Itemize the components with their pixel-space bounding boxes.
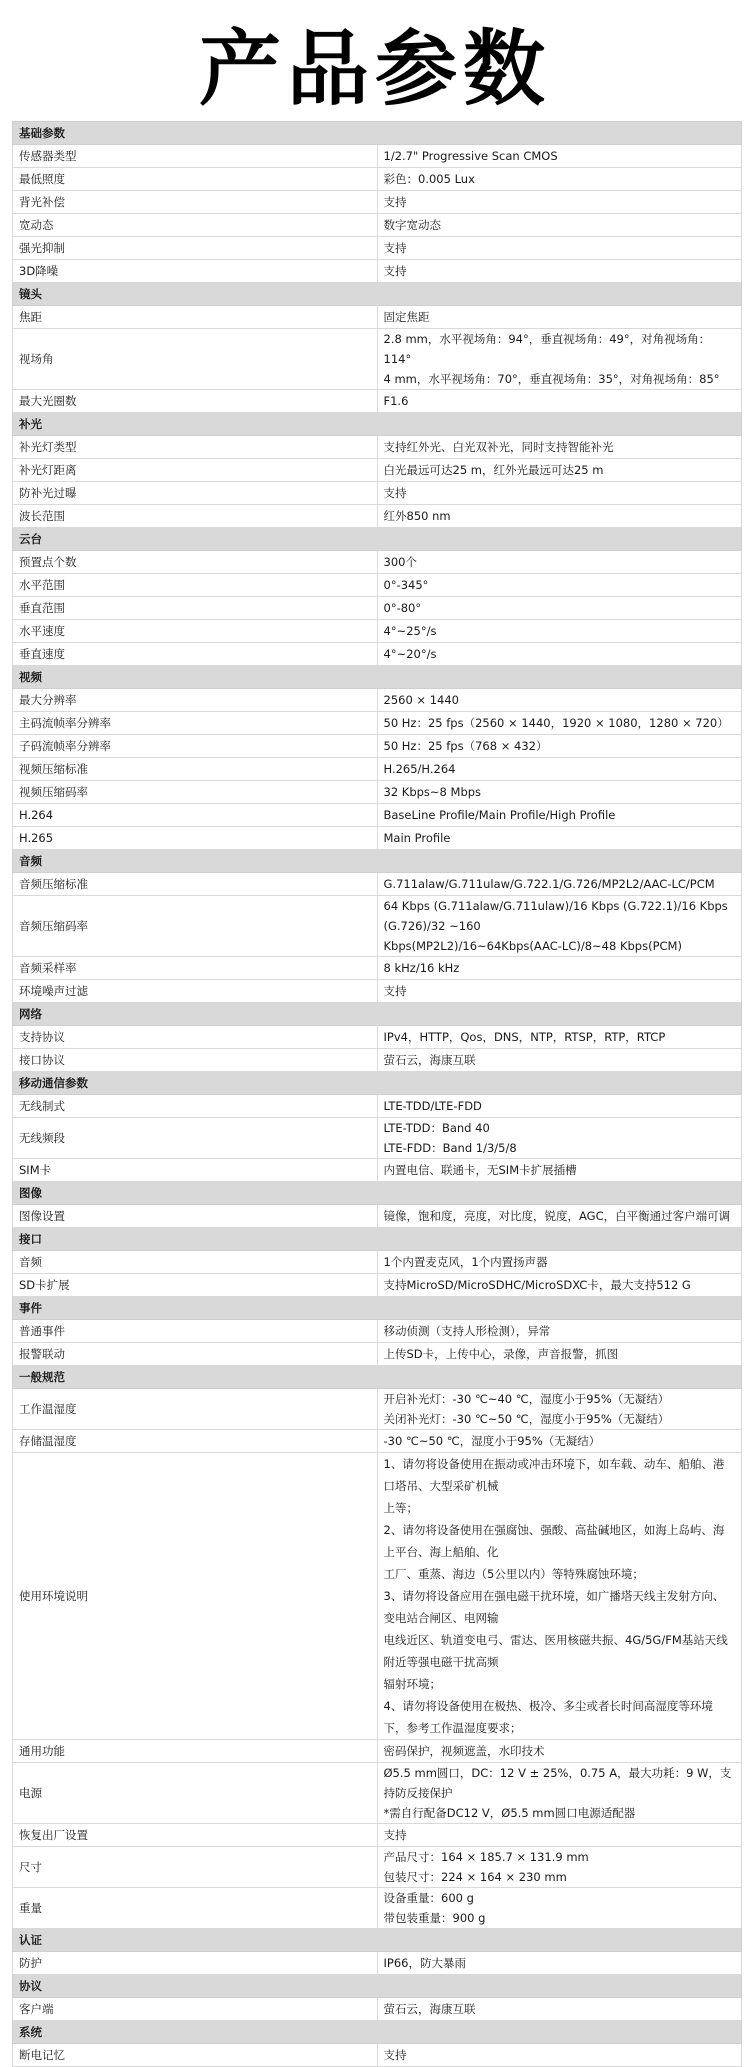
spec-value-line: 8 kHz/16 kHz: [383, 961, 460, 975]
spec-value: [377, 505, 742, 528]
section-title: 镜头: [13, 283, 742, 306]
spec-label: 音频压缩标准: [13, 873, 378, 896]
spec-label: 音频: [13, 1251, 378, 1274]
spec-label: 客户端: [13, 1998, 378, 2021]
spec-value-line: 带包装重量：900 g: [383, 1911, 486, 1925]
spec-row: [13, 260, 742, 283]
spec-value: [377, 620, 742, 643]
spec-value-line: H.265/H.264: [383, 762, 456, 776]
spec-value-line: 支持: [383, 241, 407, 255]
spec-row: [13, 551, 742, 574]
spec-label: 断电记忆: [13, 2044, 378, 2067]
section-header-row: [13, 528, 742, 551]
spec-value: [377, 145, 742, 168]
spec-value-line: 设备重量：600 g: [383, 1891, 474, 1905]
spec-label: 强光抑制: [13, 237, 378, 260]
spec-value: [377, 1740, 742, 1763]
spec-value: [377, 1049, 742, 1072]
spec-value: [377, 168, 742, 191]
spec-value-line: Main Profile: [383, 831, 451, 845]
spec-label: 图像设置: [13, 1205, 378, 1228]
spec-row: [13, 1824, 742, 1847]
spec-row: [13, 168, 742, 191]
spec-label: 垂直范围: [13, 597, 378, 620]
spec-value-line: 支持: [383, 984, 407, 998]
spec-value-line: 萤石云，海康互联: [383, 1053, 476, 1067]
spec-table: [12, 121, 742, 2067]
section-header-row: [13, 413, 742, 436]
section-header-row: [13, 1975, 742, 1998]
spec-row: [13, 574, 742, 597]
spec-value-line: 镜像，饱和度，亮度，对比度，锐度，AGC，白平衡通过客户端可调: [383, 1209, 731, 1223]
section-header-row: [13, 1366, 742, 1389]
spec-row: [13, 1159, 742, 1182]
spec-value: [377, 873, 742, 896]
section-header-row: [13, 1182, 742, 1205]
spec-row: [13, 597, 742, 620]
spec-label: 3D降噪: [13, 260, 378, 283]
spec-value-line: 50 Hz：25 fps（2560 × 1440，1920 × 1080，1280 × 720）: [383, 716, 729, 730]
page-title: 产品参数: [198, 22, 551, 117]
spec-label: 焦距: [13, 306, 378, 329]
spec-value: [377, 1095, 742, 1118]
spec-value: [377, 1763, 742, 1824]
spec-value-line: 支持: [383, 264, 407, 278]
spec-row: [13, 804, 742, 827]
spec-value: [377, 1274, 742, 1297]
spec-value-line: 数字宽动态: [383, 218, 441, 232]
spec-value-line: Ø5.5 mm圆口，DC：12 V ± 25%，0.75 A，最大功耗：9 W，支持防反接保护: [383, 1766, 732, 1800]
section-header-row: [13, 1929, 742, 1952]
spec-value-line: 包装尺寸：224 × 164 × 230 mm: [383, 1870, 567, 1884]
spec-label: 垂直速度: [13, 643, 378, 666]
section-title: 认证: [13, 1929, 742, 1952]
spec-label: 重量: [13, 1888, 378, 1929]
spec-value: [377, 214, 742, 237]
spec-value: [377, 1389, 742, 1430]
spec-row: [13, 896, 742, 957]
spec-value-line: -30 ℃~50 ℃，湿度小于95%（无凝结）: [383, 1434, 601, 1448]
spec-value: [377, 781, 742, 804]
spec-value: [377, 1251, 742, 1274]
spec-value-line: 支持红外光、白光双补光，同时支持智能补光: [383, 440, 614, 454]
spec-label: 报警联动: [13, 1343, 378, 1366]
spec-value-line: 红外850 nm: [383, 509, 451, 523]
spec-row: [13, 1998, 742, 2021]
spec-row: [13, 1095, 742, 1118]
spec-row: [13, 735, 742, 758]
spec-value-line: 64 Kbps (G.711alaw/G.711ulaw)/16 Kbps (G.722.1)/16 Kbps (G.726)/32 ~160: [383, 899, 728, 933]
spec-value-line: 4、请勿将设备使用在极热、极冷、多尘或者长时间高湿度等环境下，参考工作温湿度要求；: [383, 1699, 713, 1735]
section-title: 图像: [13, 1182, 742, 1205]
spec-value-line: 1/2.7" Progressive Scan CMOS: [383, 149, 558, 163]
spec-value: [377, 390, 742, 413]
spec-value-line: 0°-80°: [383, 601, 422, 615]
spec-row: [13, 306, 742, 329]
spec-value-line: 固定焦距: [383, 310, 430, 324]
spec-label: 防护: [13, 1952, 378, 1975]
spec-label: 工作温湿度: [13, 1389, 378, 1430]
spec-label: 音频压缩码率: [13, 896, 378, 957]
spec-row: [13, 1205, 742, 1228]
spec-value: [377, 1952, 742, 1975]
spec-value-line: *需自行配备DC12 V，Ø5.5 mm圆口电源适配器: [383, 1806, 636, 1820]
spec-value: [377, 1824, 742, 1847]
spec-value-line: 白光最远可达25 m，红外光最远可达25 m: [383, 463, 604, 477]
spec-value: [377, 260, 742, 283]
spec-row: [13, 758, 742, 781]
spec-value: [377, 1026, 742, 1049]
spec-value-line: 工厂、重蒸、海边（5公里以内）等特殊腐蚀环境；: [383, 1567, 644, 1581]
spec-value-line: 移动侦测（支持人形检测），异常: [383, 1324, 551, 1338]
spec-value: [377, 329, 742, 390]
section-title: 视频: [13, 666, 742, 689]
spec-label: 无线频段: [13, 1118, 378, 1159]
spec-row: [13, 436, 742, 459]
spec-value: [377, 1430, 742, 1453]
spec-label: 补光灯距离: [13, 459, 378, 482]
spec-value: [377, 1847, 742, 1888]
spec-label: 传感器类型: [13, 145, 378, 168]
spec-value-line: 萤石云，海康互联: [383, 2002, 476, 2016]
spec-label: 预置点个数: [13, 551, 378, 574]
spec-value: [377, 712, 742, 735]
spec-value-line: 32 Kbps~8 Mbps: [383, 785, 482, 799]
spec-value: [377, 237, 742, 260]
spec-value-line: 支持: [383, 1828, 407, 1842]
spec-label: 子码流帧率分辨率: [13, 735, 378, 758]
section-title: 网络: [13, 1003, 742, 1026]
spec-value-line: Kbps(MP2L2)/16~64Kbps(AAC-LC)/8~48 Kbps(PCM): [383, 939, 682, 953]
spec-label: H.265: [13, 827, 378, 850]
spec-label: 背光补偿: [13, 191, 378, 214]
spec-row: [13, 1952, 742, 1975]
spec-value-line: 0°-345°: [383, 578, 429, 592]
spec-label: 存储温湿度: [13, 1430, 378, 1453]
spec-value: [377, 1205, 742, 1228]
spec-label: 视频压缩码率: [13, 781, 378, 804]
spec-value-line: 支持MicroSD/MicroSDHC/MicroSDXC卡，最大支持512 G: [383, 1278, 691, 1292]
spec-value-line: 2、请勿将设备使用在强腐蚀、强酸、高盐碱地区，如海上岛屿、海上平台、海上船舶、化: [383, 1523, 725, 1559]
spec-value: [377, 1320, 742, 1343]
spec-value-line: 2.8 mm，水平视场角：94°，垂直视场角：49°，对角视场角：114°: [383, 332, 711, 366]
spec-label: 视场角: [13, 329, 378, 390]
spec-label: SD卡扩展: [13, 1274, 378, 1297]
spec-row: [13, 620, 742, 643]
spec-label: 最大光圈数: [13, 390, 378, 413]
spec-value-line: 4°~20°/s: [383, 647, 437, 661]
spec-value-line: 开启补光灯：-30 ℃~40 ℃，湿度小于95%（无凝结）: [383, 1392, 670, 1406]
spec-value: [377, 1998, 742, 2021]
section-header-row: [13, 1003, 742, 1026]
spec-value-line: 2560 × 1440: [383, 693, 459, 707]
spec-row: [13, 1251, 742, 1274]
spec-value: [377, 459, 742, 482]
spec-label: 接口协议: [13, 1049, 378, 1072]
spec-value-line: 支持: [383, 2048, 407, 2062]
section-title: 移动通信参数: [13, 1072, 742, 1095]
spec-value: [377, 436, 742, 459]
spec-value-line: IPv4，HTTP，Qos，DNS，NTP，RTSP，RTP，RTCP: [383, 1030, 666, 1044]
section-header-row: [13, 122, 742, 145]
spec-label: 水平速度: [13, 620, 378, 643]
spec-label: 使用环境说明: [13, 1453, 378, 1740]
spec-value-line: 1、请勿将设备使用在振动或冲击环境下，如车载、动车、船舶、港口塔吊、大型采矿机械: [383, 1457, 725, 1493]
section-title: 云台: [13, 528, 742, 551]
spec-value-line: 4°~25°/s: [383, 624, 437, 638]
spec-row: [13, 1453, 742, 1740]
spec-label: 主码流帧率分辨率: [13, 712, 378, 735]
spec-row: [13, 1274, 742, 1297]
spec-row: [13, 459, 742, 482]
section-title: 事件: [13, 1297, 742, 1320]
spec-value-line: 彩色：0.005 Lux: [383, 172, 475, 186]
spec-label: 最低照度: [13, 168, 378, 191]
spec-value-line: LTE-TDD/LTE-FDD: [383, 1099, 482, 1113]
spec-label: 恢复出厂设置: [13, 1824, 378, 1847]
spec-row: [13, 781, 742, 804]
spec-label: 无线制式: [13, 1095, 378, 1118]
spec-table-body: [13, 122, 742, 2067]
spec-row: [13, 980, 742, 1003]
section-header-row: [13, 850, 742, 873]
spec-label: 环境噪声过滤: [13, 980, 378, 1003]
section-header-row: [13, 283, 742, 306]
spec-value: [377, 1453, 742, 1740]
spec-row: [13, 712, 742, 735]
spec-value: [377, 574, 742, 597]
spec-row: [13, 827, 742, 850]
spec-value-line: 产品尺寸：164 × 185.7 × 131.9 mm: [383, 1850, 589, 1864]
spec-value: [377, 827, 742, 850]
spec-row: [13, 1888, 742, 1929]
section-header-row: [13, 666, 742, 689]
spec-value-line: BaseLine Profile/Main Profile/High Profile: [383, 808, 616, 822]
spec-value-line: LTE-TDD：Band 40: [383, 1121, 490, 1135]
spec-value: [377, 1888, 742, 1929]
spec-label: 波长范围: [13, 505, 378, 528]
spec-value: [377, 2044, 742, 2067]
spec-label: H.264: [13, 804, 378, 827]
spec-row: [13, 191, 742, 214]
spec-row: [13, 1430, 742, 1453]
spec-value: [377, 1118, 742, 1159]
spec-label: 普通事件: [13, 1320, 378, 1343]
spec-row: [13, 1118, 742, 1159]
spec-value: [377, 735, 742, 758]
spec-row: [13, 1343, 742, 1366]
spec-value: [377, 597, 742, 620]
spec-value-line: 4 mm，水平视场角：70°，垂直视场角：35°，对角视场角：85°: [383, 372, 720, 386]
spec-row: [13, 145, 742, 168]
spec-value-line: G.711alaw/G.711ulaw/G.722.1/G.726/MP2L2/AAC-LC/PCM: [383, 877, 715, 891]
spec-row: [13, 1026, 742, 1049]
spec-row: [13, 1847, 742, 1888]
spec-value-line: 电线近区、轨道变电弓、雷达、医用核磁共振、4G/5G/FM基站天线附近等强电磁干扰高频: [383, 1633, 728, 1669]
spec-row: [13, 1763, 742, 1824]
spec-value-line: 上等；: [383, 1501, 418, 1515]
spec-value: [377, 482, 742, 505]
section-title: 补光: [13, 413, 742, 436]
spec-value: [377, 689, 742, 712]
spec-value-line: 上传SD卡，上传中心，录像，声音报警，抓图: [383, 1347, 619, 1361]
spec-row: [13, 1320, 742, 1343]
spec-label: 通用功能: [13, 1740, 378, 1763]
spec-value: [377, 551, 742, 574]
section-title: 接口: [13, 1228, 742, 1251]
spec-value: [377, 758, 742, 781]
spec-value: [377, 804, 742, 827]
section-header-row: [13, 1297, 742, 1320]
spec-value: [377, 896, 742, 957]
spec-row: [13, 689, 742, 712]
spec-value-line: 支持: [383, 195, 407, 209]
spec-row: [13, 505, 742, 528]
spec-value: [377, 191, 742, 214]
spec-value: [377, 980, 742, 1003]
spec-value: [377, 306, 742, 329]
spec-row: [13, 214, 742, 237]
spec-value-line: F1.6: [383, 394, 409, 408]
spec-row: [13, 390, 742, 413]
spec-row: [13, 1389, 742, 1430]
spec-label: 水平范围: [13, 574, 378, 597]
section-title: 基础参数: [13, 122, 742, 145]
spec-value: [377, 1343, 742, 1366]
spec-row: [13, 1740, 742, 1763]
section-title: 系统: [13, 2021, 742, 2044]
spec-label: 尺寸: [13, 1847, 378, 1888]
spec-label: 最大分辨率: [13, 689, 378, 712]
spec-label: 防补光过曝: [13, 482, 378, 505]
spec-value-line: 密码保护，视频遮盖，水印技术: [383, 1744, 545, 1758]
section-title: 协议: [13, 1975, 742, 1998]
spec-label: 补光灯类型: [13, 436, 378, 459]
section-header-row: [13, 1228, 742, 1251]
section-header-row: [13, 1072, 742, 1095]
spec-label: 电源: [13, 1763, 378, 1824]
spec-value: [377, 1159, 742, 1182]
spec-value-line: 支持: [383, 486, 407, 500]
spec-label: 宽动态: [13, 214, 378, 237]
spec-value-line: 1个内置麦克风，1个内置扬声器: [383, 1255, 548, 1269]
spec-row: [13, 1049, 742, 1072]
section-header-row: [13, 2021, 742, 2044]
spec-value-line: 3、请勿将设备应用在强电磁干扰环境，如广播塔天线主发射方向、变电站合闸区、电网输: [383, 1589, 725, 1625]
spec-value-line: 辐射环境；: [383, 1677, 441, 1691]
spec-row: [13, 643, 742, 666]
spec-row: [13, 482, 742, 505]
spec-row: [13, 329, 742, 390]
spec-value-line: LTE-FDD：Band 1/3/5/8: [383, 1141, 517, 1155]
spec-value-line: 内置电信、联通卡，无SIM卡扩展插槽: [383, 1163, 577, 1177]
section-title: 一般规范: [13, 1366, 742, 1389]
spec-value-line: 关闭补光灯：-30 ℃~50 ℃，湿度小于95%（无凝结）: [383, 1412, 670, 1426]
spec-label: 视频压缩标准: [13, 758, 378, 781]
spec-value: [377, 957, 742, 980]
spec-row: [13, 873, 742, 896]
spec-label: 支持协议: [13, 1026, 378, 1049]
spec-label: SIM卡: [13, 1159, 378, 1182]
spec-value: [377, 643, 742, 666]
spec-value-line: IP66，防大暴雨: [383, 1956, 466, 1970]
spec-value-line: 300个: [383, 555, 417, 569]
spec-value-line: 50 Hz：25 fps（768 × 432）: [383, 739, 548, 753]
spec-row: [13, 957, 742, 980]
spec-row: [13, 237, 742, 260]
section-title: 音频: [13, 850, 742, 873]
spec-row: [13, 2044, 742, 2067]
spec-label: 音频采样率: [13, 957, 378, 980]
